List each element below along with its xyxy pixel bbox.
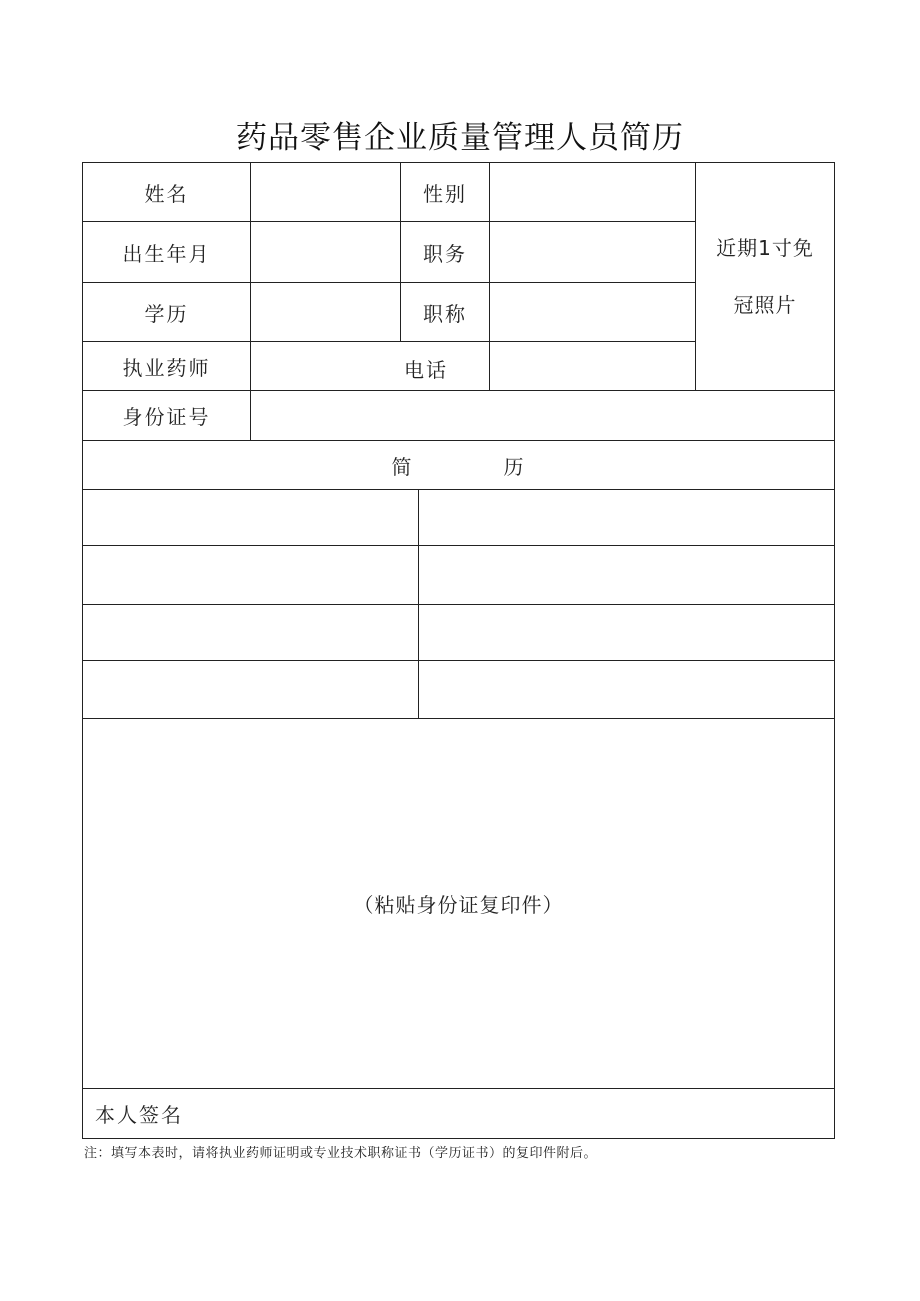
resume-detail-3[interactable] — [419, 605, 834, 660]
name-label: 姓名 — [144, 181, 189, 206]
education-field[interactable] — [251, 283, 400, 341]
id-number-label: 身份证号 — [122, 405, 211, 429]
resume-period-2[interactable] — [83, 546, 418, 604]
gender-label: 性别 — [423, 181, 467, 206]
gender-field[interactable] — [490, 163, 695, 221]
signature-label: 本人签名 — [95, 1103, 183, 1127]
resume-period-1[interactable] — [83, 490, 418, 545]
resume-header-char2: 历 — [503, 454, 526, 479]
id-copy-paste-area[interactable] — [83, 719, 834, 1088]
licensed-pharmacist-field[interactable] — [251, 342, 400, 390]
resume-detail-2[interactable] — [419, 546, 834, 604]
page-title: 药品零售企业质量管理人员简历 — [236, 120, 684, 156]
licensed-pharmacist-label: 执业药师 — [122, 355, 211, 380]
resume-period-4[interactable] — [83, 661, 418, 718]
photo-hint-line2: 冠照片 — [733, 292, 797, 317]
birth-date-label: 出生年月 — [122, 241, 211, 266]
professional-title-field[interactable] — [490, 283, 695, 341]
footnote: 注：填写本表时，请将执业药师证明或专业技术职称证书（学历证书）的复印件附后。 — [84, 1146, 598, 1161]
photo-placeholder[interactable] — [696, 163, 834, 390]
professional-title-label: 职称 — [423, 301, 467, 326]
position-field[interactable] — [490, 222, 695, 282]
resume-detail-1[interactable] — [419, 490, 834, 545]
resume-period-3[interactable] — [83, 605, 418, 660]
position-label: 职务 — [423, 241, 467, 266]
phone-field[interactable] — [490, 342, 695, 390]
resume-header — [83, 441, 834, 489]
signature-row[interactable] — [83, 1089, 834, 1138]
education-label: 学历 — [144, 301, 189, 326]
resume-detail-4[interactable] — [419, 661, 834, 718]
id-number-field[interactable] — [251, 391, 834, 440]
id-copy-paste-hint: （粘贴身份证复印件） — [353, 893, 564, 917]
birth-date-field[interactable] — [251, 222, 400, 282]
photo-hint-line1: 近期1寸免 — [716, 235, 814, 260]
name-field[interactable] — [251, 163, 400, 221]
resume-header-char1: 简 — [391, 454, 414, 479]
phone-label: 电话 — [404, 357, 448, 382]
